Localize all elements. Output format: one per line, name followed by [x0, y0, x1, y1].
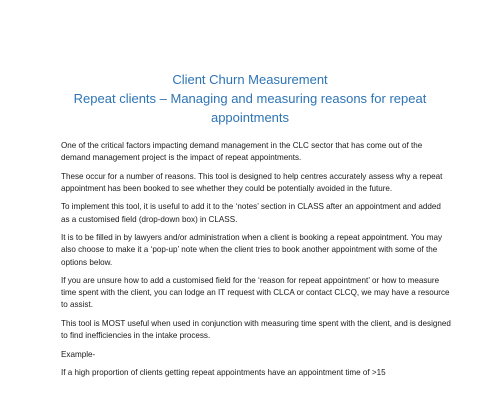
paragraph-implement: To implement this tool, it is useful to add it to the ‘notes’ section in CLASS after an appointment and added as a customised field (drop-down box) in CLASS. — [61, 202, 441, 224]
paragraph-intro: One of the critical factors impacting demand management in the CLC sector that has come out of the demand management project is the impact of repeat appointments. — [61, 141, 423, 163]
paragraph-example-label: Example- — [61, 349, 96, 359]
paragraph-most-useful: This tool is MOST useful when used in conjunction with measuring time spent with the client, and is designed to find inefficiencies in the intake process. — [61, 318, 451, 341]
paragraph-example-text: If a high proportion of clients getting repeat appointments have an appointment time of >15 — [61, 368, 386, 378]
document-title: Client Churn Measurement — [172, 72, 328, 87]
paragraph-reasons: These occur for a number of reasons. This tool is designed to help centres accurately assess why a repeat appointment has been booked to see whether they could be potentially avoided in the future. — [61, 171, 443, 193]
paragraph-support: If you are unsure how to add a customised field for the ‘reason for repeat appointment’ or how to measure time spent with the client, you can lodge an IT request with CLCA or contact CLCQ, we may have a resource to assist. — [61, 276, 450, 310]
paragraph-usage: It is to be filled in by lawyers and/or administration when a client is booking a repeat appointment. You may also choose to make it a ‘pop-up’ note when the client tries to book another appointment with some of the options below. — [61, 233, 443, 267]
document-heading — [40, 70, 460, 127]
document-subtitle: Repeat clients – Managing and measuring reasons for repeat appointments — [73, 91, 427, 125]
document-body — [61, 140, 451, 386]
